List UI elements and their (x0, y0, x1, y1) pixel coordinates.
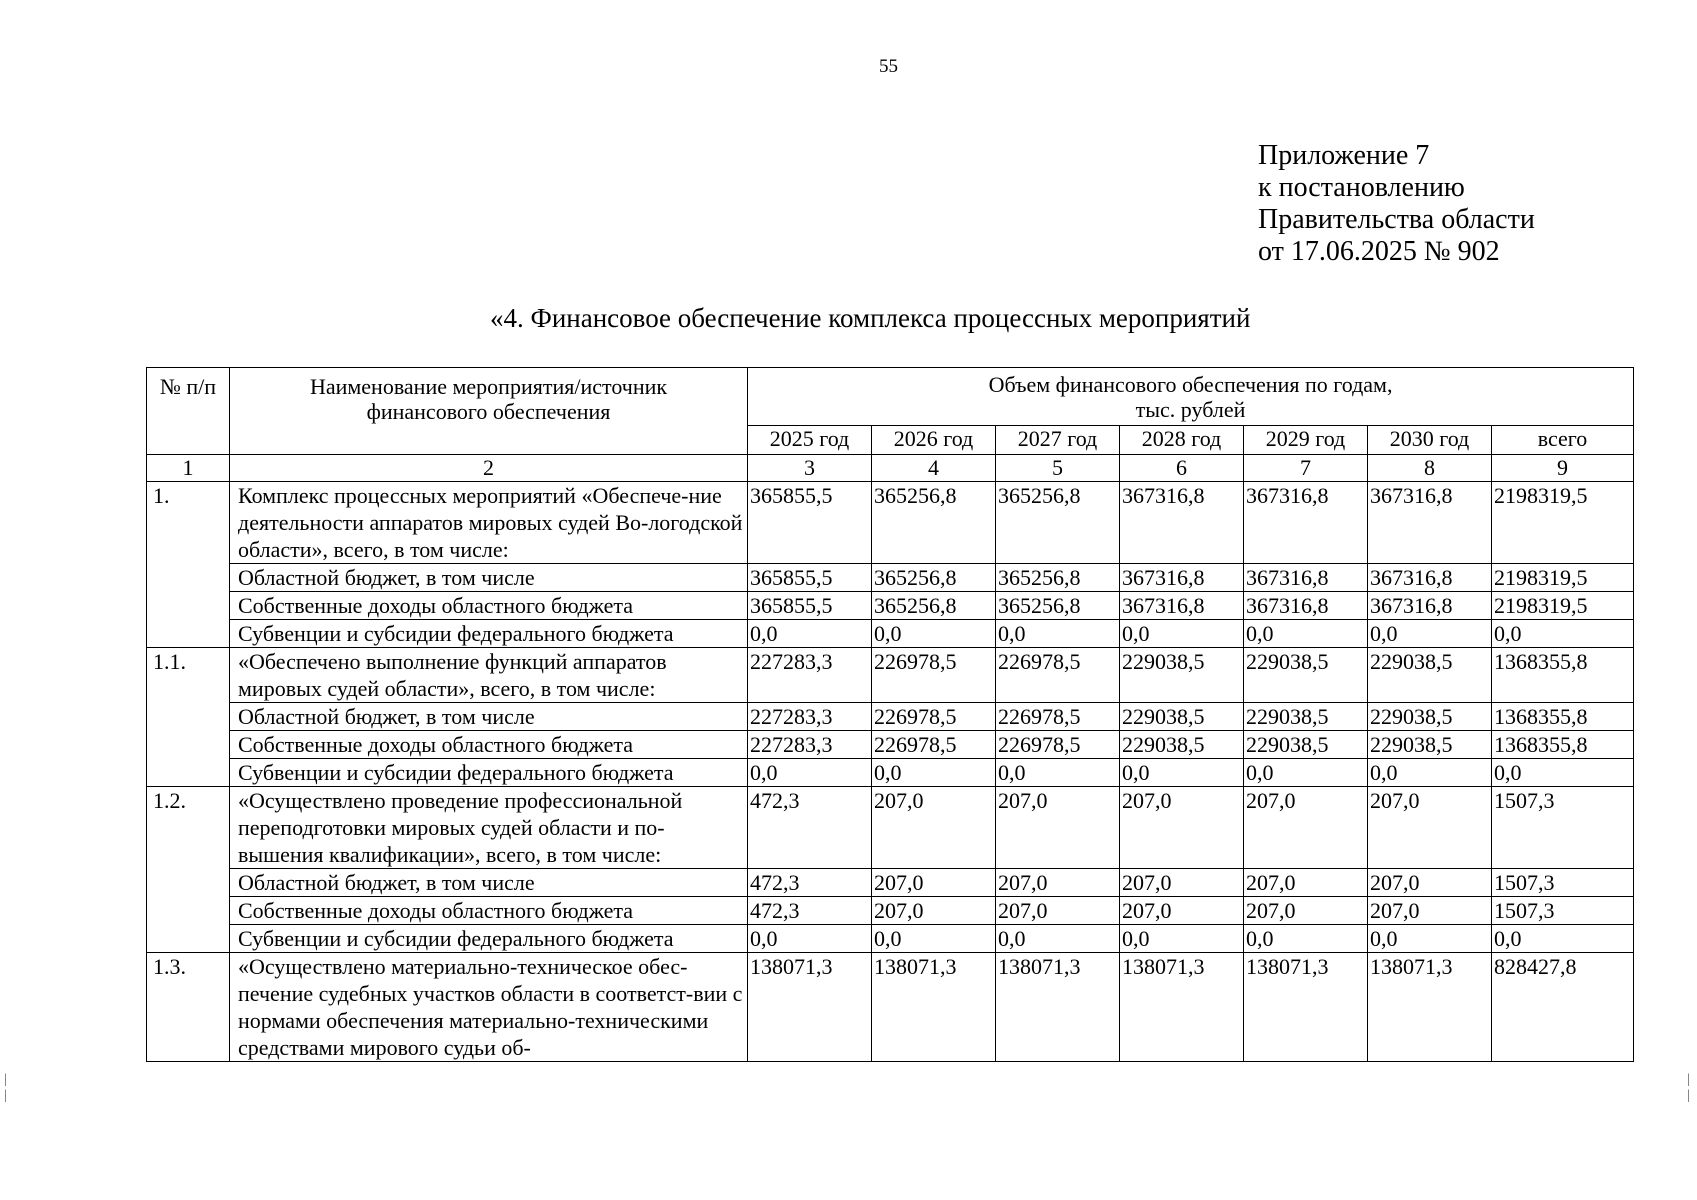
row-year-value: 365256,8 (996, 482, 1120, 564)
row-year-value: 138071,3 (1368, 953, 1492, 1062)
column-number: 1 (147, 455, 230, 482)
row-year-value: 365855,5 (748, 482, 872, 564)
row-year-value: 0,0 (1368, 925, 1492, 953)
row-year-value: 226978,5 (872, 703, 996, 731)
row-year-value: 365256,8 (996, 592, 1120, 620)
row-year-value: 367316,8 (1244, 592, 1368, 620)
row-total-value: 0,0 (1492, 925, 1634, 953)
row-total-value: 1507,3 (1492, 787, 1634, 869)
row-year-value: 138071,3 (748, 953, 872, 1062)
row-year-value: 472,3 (748, 869, 872, 897)
row-number: 1.2. (147, 787, 230, 953)
row-total-value: 2198319,5 (1492, 564, 1634, 592)
appendix-reference (1258, 140, 1535, 268)
row-name: Собственные доходы областного бюджета (230, 897, 748, 925)
row-year-value: 367316,8 (1368, 592, 1492, 620)
row-name: Субвенции и субсидии федерального бюджета (230, 759, 748, 787)
row-year-value: 365855,5 (748, 564, 872, 592)
column-number: 8 (1368, 455, 1492, 482)
header-year: 2029 год (1244, 426, 1368, 455)
row-year-value: 207,0 (1368, 869, 1492, 897)
header-num: № п/п (147, 368, 230, 455)
column-numbers-row (147, 455, 1634, 482)
row-year-value: 207,0 (1368, 787, 1492, 869)
row-year-value: 367316,8 (1368, 482, 1492, 564)
row-total-value: 1368355,8 (1492, 731, 1634, 759)
row-year-value: 367316,8 (1244, 564, 1368, 592)
table-row-source (147, 564, 1634, 592)
row-year-value: 229038,5 (1120, 648, 1244, 703)
row-year-value: 227283,3 (748, 731, 872, 759)
row-year-value: 226978,5 (996, 731, 1120, 759)
row-year-value: 0,0 (1120, 925, 1244, 953)
row-total-value: 0,0 (1492, 620, 1634, 648)
row-total-value: 1507,3 (1492, 869, 1634, 897)
row-year-value: 207,0 (1244, 897, 1368, 925)
row-year-value: 367316,8 (1120, 564, 1244, 592)
row-total-value: 1368355,8 (1492, 648, 1634, 703)
header-year: 2030 год (1368, 426, 1492, 455)
row-year-value: 0,0 (1244, 620, 1368, 648)
row-year-value: 207,0 (1120, 869, 1244, 897)
row-year-value: 207,0 (996, 897, 1120, 925)
row-year-value: 365256,8 (872, 592, 996, 620)
row-year-value: 365256,8 (872, 482, 996, 564)
row-year-value: 0,0 (996, 925, 1120, 953)
row-number: 1.3. (147, 953, 230, 1062)
header-year: 2028 год (1120, 426, 1244, 455)
row-year-value: 226978,5 (996, 703, 1120, 731)
table-row-item (147, 787, 1634, 869)
table-row-source (147, 620, 1634, 648)
row-year-value: 472,3 (748, 897, 872, 925)
financing-table (146, 367, 1634, 1062)
row-year-value: 207,0 (872, 787, 996, 869)
column-number: 9 (1492, 455, 1634, 482)
section-title: «4. Финансовое обеспечение комплекса процессных мероприятий (490, 303, 1251, 333)
header-year: 2026 год (872, 426, 996, 455)
row-number: 1.1. (147, 648, 230, 787)
row-year-value: 207,0 (1120, 787, 1244, 869)
row-number: 1. (147, 482, 230, 648)
row-year-value: 138071,3 (996, 953, 1120, 1062)
row-year-value: 227283,3 (748, 703, 872, 731)
row-name: Собственные доходы областного бюджета (230, 731, 748, 759)
column-number: 4 (872, 455, 996, 482)
row-year-value: 0,0 (872, 620, 996, 648)
table-row-item (147, 482, 1634, 564)
row-year-value: 229038,5 (1244, 703, 1368, 731)
row-year-value: 138071,3 (1120, 953, 1244, 1062)
row-year-value: 472,3 (748, 787, 872, 869)
row-year-value: 0,0 (1120, 620, 1244, 648)
row-year-value: 0,0 (1368, 759, 1492, 787)
column-number: 7 (1244, 455, 1368, 482)
table-row-source (147, 703, 1634, 731)
row-year-value: 226978,5 (996, 648, 1120, 703)
row-year-value: 229038,5 (1120, 731, 1244, 759)
header-year: 2027 год (996, 426, 1120, 455)
row-year-value: 0,0 (872, 925, 996, 953)
appendix-line-2: к постановлению (1258, 172, 1465, 203)
table-row-source (147, 759, 1634, 787)
row-year-value: 207,0 (996, 787, 1120, 869)
table-row-source (147, 925, 1634, 953)
row-year-value: 0,0 (748, 759, 872, 787)
row-year-value: 207,0 (872, 897, 996, 925)
row-year-value: 226978,5 (872, 648, 996, 703)
row-total-value: 1368355,8 (1492, 703, 1634, 731)
row-total-value: 1507,3 (1492, 897, 1634, 925)
row-year-value: 0,0 (996, 759, 1120, 787)
row-year-value: 367316,8 (1368, 564, 1492, 592)
appendix-line-1: Приложение 7 (1258, 140, 1430, 171)
row-year-value: 0,0 (748, 620, 872, 648)
row-year-value: 367316,8 (1244, 482, 1368, 564)
row-year-value: 365855,5 (748, 592, 872, 620)
row-name: Областной бюджет, в том числе (230, 869, 748, 897)
header-year: 2025 год (748, 426, 872, 455)
row-name: Субвенции и субсидии федерального бюджета (230, 925, 748, 953)
row-total-value: 0,0 (1492, 759, 1634, 787)
row-year-value: 229038,5 (1368, 731, 1492, 759)
row-name: Субвенции и субсидии федерального бюджета (230, 620, 748, 648)
appendix-line-4: от 17.06.2025 № 902 (1258, 236, 1500, 267)
row-year-value: 365256,8 (996, 564, 1120, 592)
row-year-value: 138071,3 (872, 953, 996, 1062)
row-name: «Осуществлено проведение профессиональной переподготовки мировых судей области и по-вышения квалификации», всего, в том числе: (230, 787, 748, 869)
row-year-value: 207,0 (1120, 897, 1244, 925)
appendix-line-3: Правительства области (1258, 204, 1535, 235)
row-year-value: 226978,5 (872, 731, 996, 759)
header-volume: Объем финансового обеспечения по годам, тыс. рублей (748, 368, 1634, 426)
column-number: 6 (1120, 455, 1244, 482)
row-year-value: 138071,3 (1244, 953, 1368, 1062)
row-year-value: 207,0 (1244, 787, 1368, 869)
row-year-value: 207,0 (1368, 897, 1492, 925)
row-name: «Осуществлено материально-техническое обес-печение судебных участков области в соответст-вии с нормами обеспечения материально-техническими средствами мирового судьи об- (230, 953, 748, 1062)
row-year-value: 227283,3 (748, 648, 872, 703)
scan-edge-mark: | | (4, 1072, 7, 1103)
row-name: «Обеспечено выполнение функций аппаратов мировых судей области», всего, в том числе: (230, 648, 748, 703)
row-year-value: 0,0 (872, 759, 996, 787)
row-year-value: 207,0 (996, 869, 1120, 897)
row-name: Областной бюджет, в том числе (230, 564, 748, 592)
column-number: 3 (748, 455, 872, 482)
row-year-value: 0,0 (748, 925, 872, 953)
table-row-item (147, 648, 1634, 703)
table-row-item (147, 953, 1634, 1062)
row-total-value: 828427,8 (1492, 953, 1634, 1062)
scan-edge-mark: | | (1687, 1072, 1690, 1103)
row-year-value: 0,0 (1244, 759, 1368, 787)
row-year-value: 229038,5 (1244, 648, 1368, 703)
row-total-value: 2198319,5 (1492, 482, 1634, 564)
row-name: Комплекс процессных мероприятий «Обеспече-ние деятельности аппаратов мировых судей Во-логодской области», всего, в том числе: (230, 482, 748, 564)
row-name: Собственные доходы областного бюджета (230, 592, 748, 620)
row-year-value: 365256,8 (872, 564, 996, 592)
table-row-source (147, 869, 1634, 897)
row-year-value: 229038,5 (1368, 703, 1492, 731)
row-total-value: 2198319,5 (1492, 592, 1634, 620)
row-year-value: 229038,5 (1368, 648, 1492, 703)
row-name: Областной бюджет, в том числе (230, 703, 748, 731)
header-total: всего (1492, 426, 1634, 455)
table-row-source (147, 731, 1634, 759)
column-number: 2 (230, 455, 748, 482)
row-year-value: 0,0 (1120, 759, 1244, 787)
row-year-value: 0,0 (1244, 925, 1368, 953)
row-year-value: 229038,5 (1120, 703, 1244, 731)
row-year-value: 0,0 (1368, 620, 1492, 648)
table-row-source (147, 592, 1634, 620)
row-year-value: 229038,5 (1244, 731, 1368, 759)
row-year-value: 207,0 (1244, 869, 1368, 897)
header-name: Наименование мероприятия/источник финансового обеспечения (230, 368, 748, 455)
row-year-value: 367316,8 (1120, 592, 1244, 620)
column-number: 5 (996, 455, 1120, 482)
page-number: 55 (879, 56, 898, 77)
row-year-value: 207,0 (872, 869, 996, 897)
row-year-value: 367316,8 (1120, 482, 1244, 564)
row-year-value: 0,0 (996, 620, 1120, 648)
table-row-source (147, 897, 1634, 925)
